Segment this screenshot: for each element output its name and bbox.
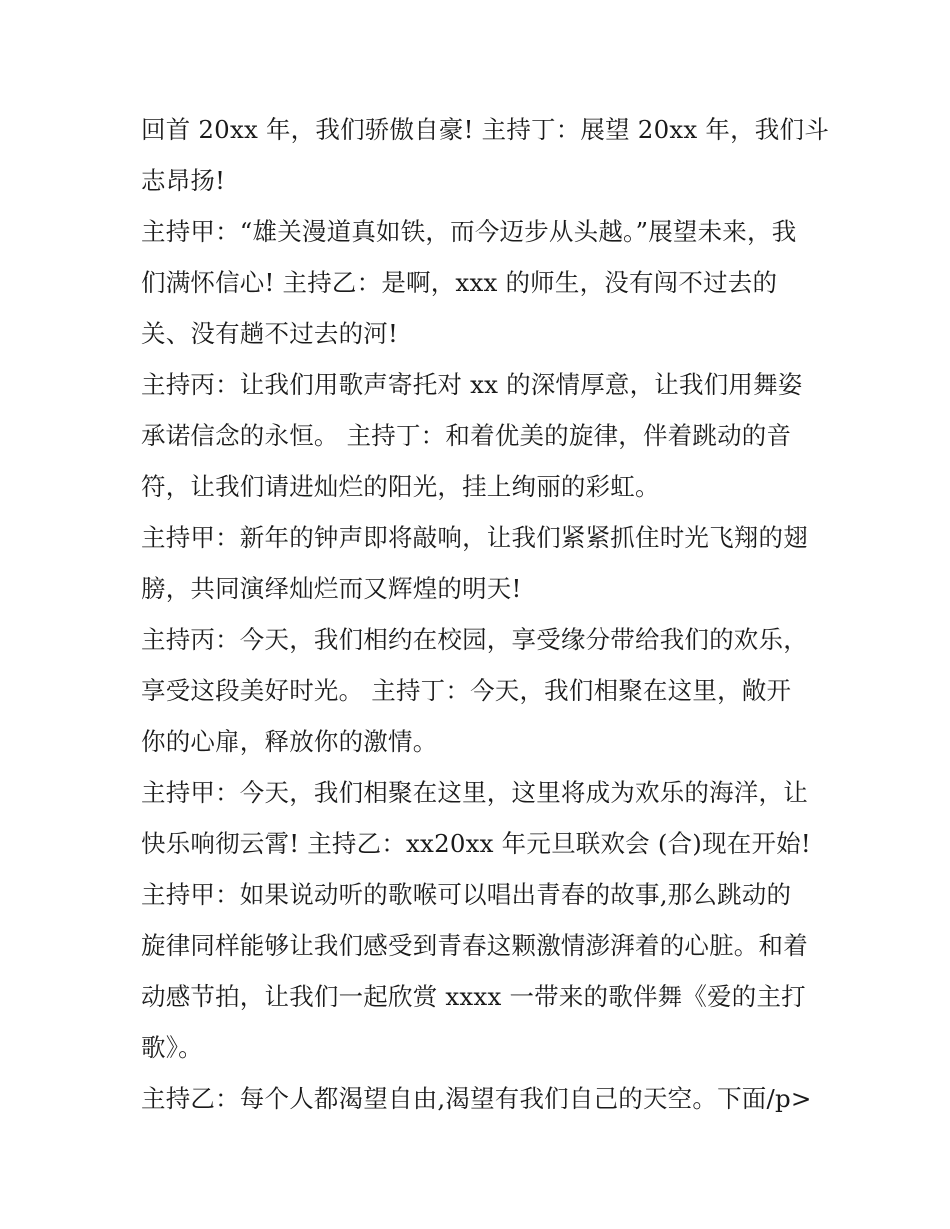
text-line: 享受这段美好时光。 主持丁：今天，我们相聚在这里，敞开 [141,676,792,705]
text-line: 动感节拍，让我们一起欣赏 xxxx 一带来的歌伴舞《爱的主打 [141,982,806,1011]
text-line: 旋律同样能够让我们感受到青春这颗激情澎湃着的心脏。和着 [141,931,808,960]
paragraph-7 [141,869,813,1073]
text-line: 主持丙：让我们用歌声寄托对 xx 的深情厚意，让我们用舞姿 [141,370,803,399]
text-line: 主持甲：新年的钟声即将敲响，让我们紧紧抓住时光飞翔的翅 [141,523,808,552]
text-line: 主持甲：今天，我们相聚在这里，这里将成为欢乐的海洋，让 [141,778,808,807]
paragraph-8 [141,1073,813,1124]
text-line: 志昂扬! [141,166,226,195]
text-line: 膀，共同演绎灿烂而又辉煌的明天! [141,574,522,603]
paragraph-5 [141,614,813,767]
text-line: 们满怀信心! 主持乙：是啊，xxx 的师生，没有闯不过去的 [141,268,778,297]
paragraph-6 [141,767,813,869]
paragraph-2 [141,206,813,359]
text-line: 符，让我们请进灿烂的阳光，挂上绚丽的彩虹。 [141,472,660,501]
text-line: 主持乙：每个人都渴望自由,渴望有我们自己的天空。下面/p> [141,1084,812,1113]
paragraph-3 [141,359,813,512]
text-line: 主持甲：如果说动听的歌喉可以唱出青春的故事,那么跳动的 [141,880,792,909]
text-line: 歌》。 [141,1033,203,1062]
document-body [141,104,829,1124]
text-line: 回首 20xx 年，我们骄傲自豪! 主持丁：展望 20xx 年，我们斗 [141,115,829,144]
text-line: 快乐响彻云霄! 主持乙：xx20xx 年元旦联欢会 (合)现在开始! [141,829,811,858]
text-line: 关、没有趟不过去的河! [141,319,399,348]
paragraph-1 [141,104,829,206]
text-line: 你的心扉，释放你的激情。 [141,727,438,756]
paragraph-4 [141,512,813,614]
text-line: 承诺信念的永恒。 主持丁：和着优美的旋律，伴着跳动的音 [141,421,792,450]
text-line: 主持甲：“雄关漫道真如铁，而今迈步从头越。”展望未来，我 [141,217,797,246]
text-line: 主持丙：今天，我们相约在校园，享受缘分带给我们的欢乐， [141,625,808,654]
